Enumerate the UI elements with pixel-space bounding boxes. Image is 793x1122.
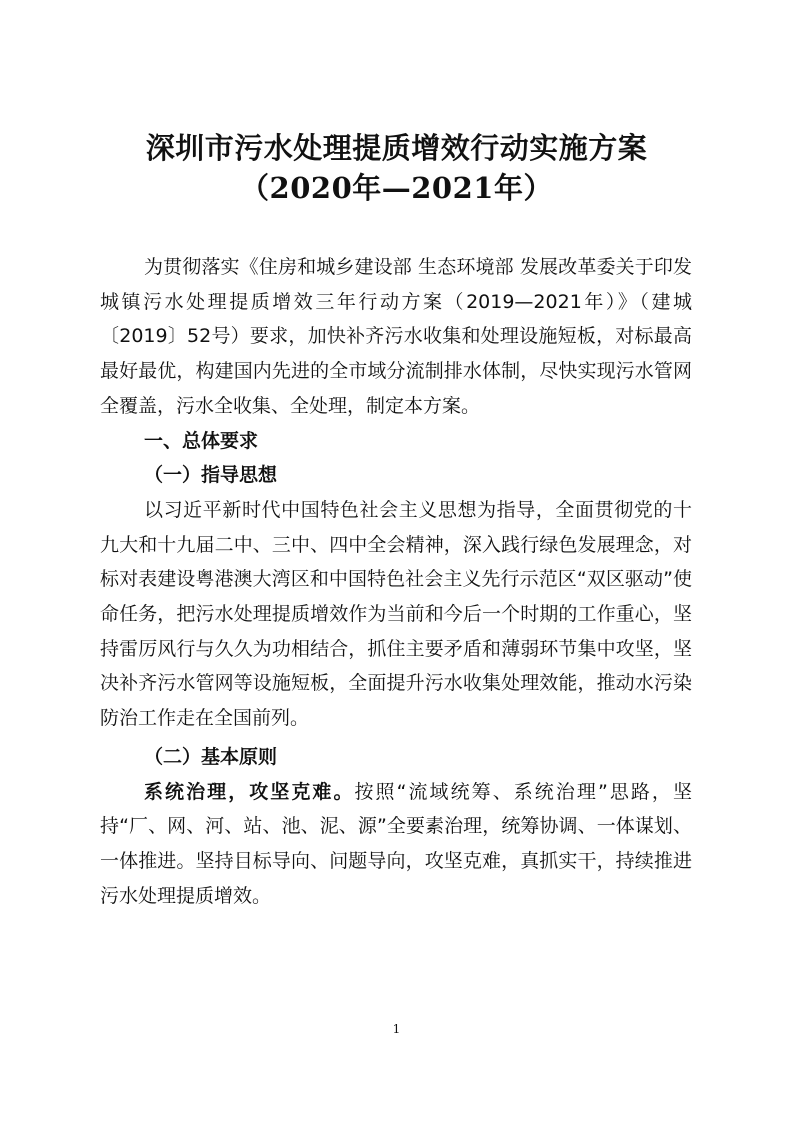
intro-paragraph: 为贯彻落实《住房和城乡建设部 生态环境部 发展改革委关于印发城镇污水处理提质增效三年行动方案（2019—2021年）》（建城〔2019〕52号）要求，加快补齐污水收集和处理设施短板，对标最高最好最优，构建国内先进的全市域分流制排水体制，尽快实现污水管网全覆盖，污水全收集、全处理，制定本方案。 <box>100 256 692 417</box>
document-body <box>100 250 692 913</box>
principle-lead-text: 系统治理，攻坚克难。 <box>144 780 355 803</box>
document-subtitle-years: （2020年—2021年） <box>240 171 553 205</box>
principle-paragraph <box>100 775 692 914</box>
document-title: 深圳市污水处理提质增效行动实施方案 <box>145 131 648 165</box>
subsection-heading-guiding-ideology: （一）指导思想 <box>144 464 278 487</box>
guiding-ideology-paragraph: 以习近平新时代中国特色社会主义思想为指导，全面贯彻党的十九大和十九届二中、三中、四中全会精神，深入践行绿色发展理念，对标对表建设粤港澳大湾区和中国特色社会主义先行示范区“双区驱动”使命任务，把污水处理提质增效作为当前和今后一个时期的工作重心，坚持雷厉风行与久久为功相结合，抓住主要矛盾和薄弱环节集中攻坚，坚决补齐污水管网等设施短板，全面提升污水收集处理效能，推动水污染防治工作走在全国前列。 <box>100 498 692 730</box>
page-number: 1 <box>392 1022 401 1036</box>
subsection-heading-basic-principles: （二）基本原则 <box>144 745 278 768</box>
section-heading-general-requirements: 一、总体要求 <box>144 429 259 452</box>
principle-body-text: 按照“流域统筹、系统治理”思路，坚持“厂、网、河、站、池、泥、源”全要素治理，统筹协调、一体谋划、一体推进。坚持目标导向、问题导向，攻坚克难，真抓实干，持续推进污水处理提质增效。 <box>100 780 692 907</box>
